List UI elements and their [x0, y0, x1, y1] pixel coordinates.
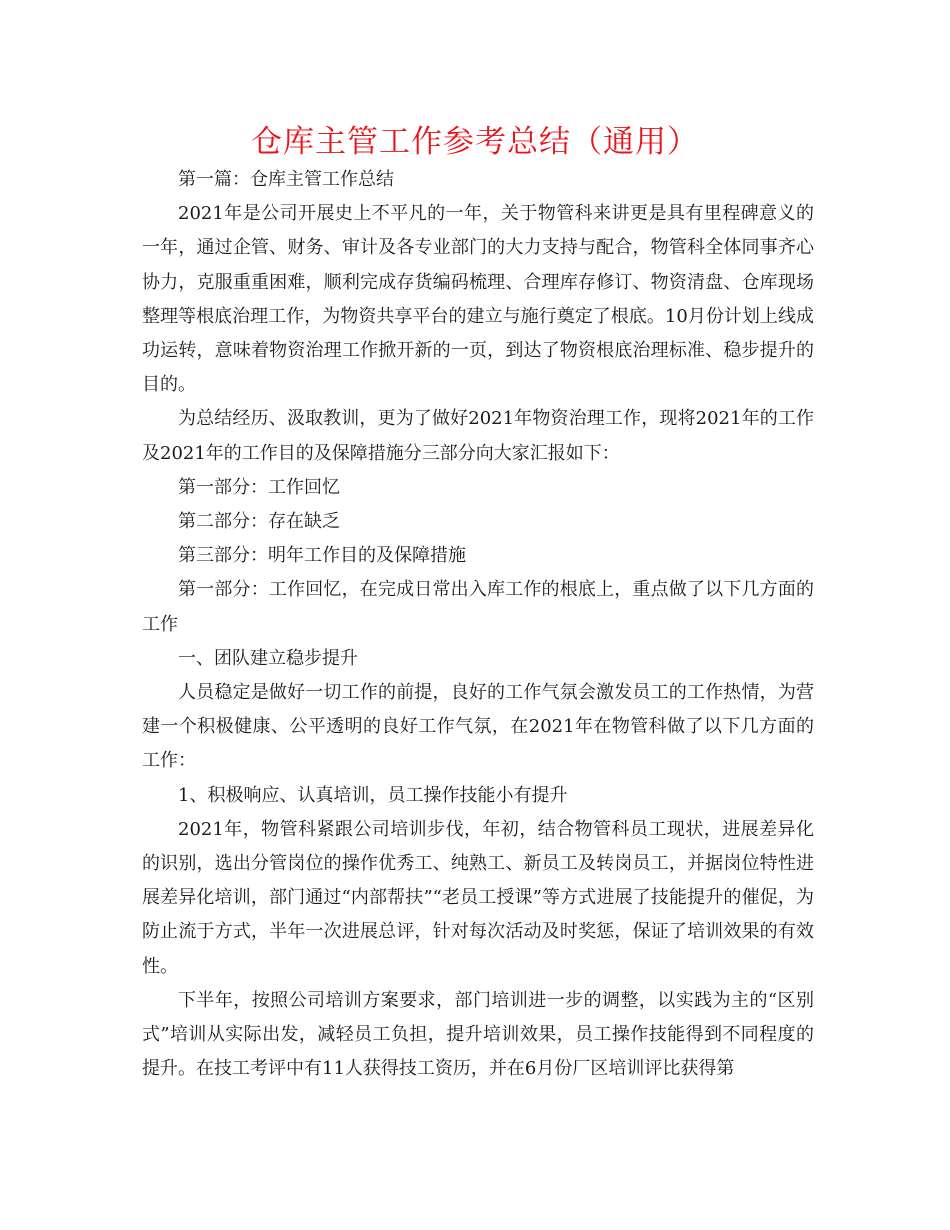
paragraph: 为总结经历、汲取教训，更为了做好2021年物资治理工作，现将2021年的工作及2021年的工作目的及保障措施分三部分向大家汇报如下：	[142, 408, 814, 464]
outline-item: 第二部分：存在缺乏	[178, 511, 340, 533]
paragraph: 下半年，按照公司培训方案要求，部门培训进一步的调整，以实践为主的“区别式”培训从实际出发，减轻员工负担，提升培训效果，员工操作技能得到不同程度的提升。在技工考评中有11人获得技工资历，并在6月份厂区培训评比获得第	[142, 989, 814, 1080]
section-heading: 一、团队建立稳步提升	[178, 647, 358, 669]
outline-item: 第一部分：工作回忆	[178, 476, 340, 498]
outline-item: 第三部分：明年工作目的及保障措施	[178, 545, 466, 567]
section-heading: 第一篇：仓库主管工作总结	[178, 169, 394, 190]
paragraph: 第一部分：工作回忆，在完成日常出入库工作的根底上，重点做了以下几方面的工作	[142, 579, 814, 635]
document-body	[142, 163, 814, 1086]
paragraph: 人员稳定是做好一切工作的前提，良好的工作气氛会激发员工的工作热情，为营建一个积极健康、公平透明的良好工作气氛，在2021年在物管科做了以下几方面的工作：	[142, 682, 814, 772]
subsection-heading: 1、积极响应、认真培训，员工操作技能小有提升	[178, 784, 568, 806]
paragraph: 2021年是公司开展史上不平凡的一年，关于物管科来讲更是具有里程碑意义的一年，通过企管、财务、审计及各专业部门的大力支持与配合，物管科全体同事齐心协力，克服重重困难，顺利完成存货编码梳理、合理库存修订、物资清盘、仓库现场整理等根底治理工作，为物资共享平台的建立与施行奠定了根底。10月份计划上线成功运转，意味着物资治理工作掀开新的一页，到达了物资根底治理标准、稳步提升的目的。	[142, 203, 814, 396]
document-title: 仓库主管工作参考总结（通用）	[251, 124, 699, 160]
paragraph: 2021年，物管科紧跟公司培训步伐，年初，结合物管科员工现状，进展差异化的识别，选出分管岗位的操作优秀工、纯熟工、新员工及转岗员工，并据岗位特性进展差异化培训，部门通过“内部帮扶”“老员工授课”等方式进展了技能提升的催促，为防止流于方式，半年一次进展总评，针对每次活动及时奖惩，保证了培训效果的有效性。	[142, 818, 814, 977]
